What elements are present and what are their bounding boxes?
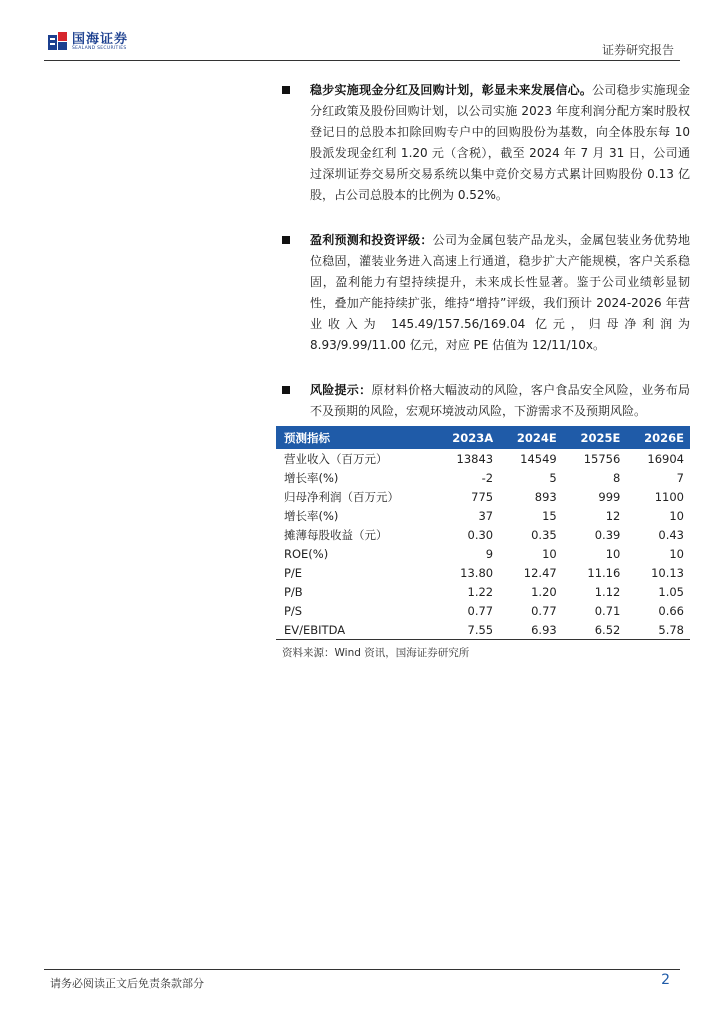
sealand-logo-icon: [48, 32, 68, 52]
table-cell: 6.52: [563, 620, 627, 640]
bullet-dividend-buyback: [282, 80, 690, 206]
table-cell: 0.43: [658, 527, 684, 542]
table-row: [276, 601, 690, 620]
table-cell: 999: [598, 489, 621, 504]
bullet-lead: 稳步实施现金分红及回购计划，彰显未来发展信心。: [310, 83, 593, 97]
table-cell: 12: [605, 508, 621, 523]
table-row-label: EV/EBITDA: [276, 620, 434, 640]
table-row: [276, 525, 690, 544]
table-row-label: P/S: [284, 603, 303, 618]
footer-disclaimer: 请务必阅读正文后免责条款部分: [50, 977, 204, 990]
table-cell: 1.20: [531, 584, 557, 599]
table-cell: 0.71: [594, 603, 621, 618]
footer-divider: [44, 969, 680, 970]
table-cell: 14549: [520, 451, 557, 466]
table-row-label: 归母净利润（百万元）: [284, 489, 399, 504]
table-cell: 775: [471, 489, 494, 504]
table-cell: 0.35: [531, 527, 557, 542]
table-cell: 10: [669, 546, 684, 561]
table-cell: 7.55: [434, 620, 499, 640]
table-cell: 15: [542, 508, 557, 523]
table-cell: 5: [549, 470, 557, 485]
table-cell: 0.30: [467, 527, 494, 542]
table-row-label: 摊薄每股收益（元）: [284, 527, 388, 542]
table-cell: 1.12: [594, 584, 621, 599]
table-cell: 13843: [456, 451, 494, 466]
bullet-body: 公司为金属包装产品龙头，金属包装业务优势地位稳固，灌装业务进入高速上行通道，稳步扩大产能规模，客户关系稳固，盈利能力有望持续提升，未来成长性显著。鉴于公司业绩彰显韧性，叠加产能持续扩张，维持“增持”评级，我们预计 2024-2026 年营业收入为 145.49/157.56/169.04 亿元，归母净利润为 8.93/9.99/11.00 亿元，对应 PE 估值为 12/11/10x。: [310, 233, 690, 352]
table-cell: 16904: [647, 451, 684, 466]
report-type-label: 证券研究报告: [601, 43, 674, 57]
table-cell: 0.66: [658, 603, 684, 618]
table-row: [276, 582, 690, 601]
bullet-square-icon: [282, 386, 290, 394]
bullet-forecast-rating: [282, 230, 690, 356]
table-cell: 37: [478, 508, 494, 523]
table-cell: 0.39: [594, 527, 621, 542]
page-number: 2: [661, 972, 670, 988]
table-cell: 11.16: [587, 565, 621, 580]
table-row-label: 营业收入（百万元）: [284, 451, 388, 466]
table-cell: 12.47: [523, 565, 557, 580]
table-header-cell: 2026E: [644, 430, 684, 445]
table-row-label: 增长率(%): [284, 470, 339, 485]
table-cell: 1.22: [467, 584, 494, 599]
bullet-lead: 风险提示：: [310, 383, 372, 397]
table-row: [276, 487, 690, 506]
table-row-label: P/B: [284, 584, 303, 599]
table-row: [276, 506, 690, 525]
logo-name: 国海证券: [72, 31, 129, 47]
table-row: [276, 620, 690, 640]
table-cell: 0.77: [531, 603, 557, 618]
forecast-table: [276, 426, 690, 640]
table-row-label: P/E: [284, 565, 303, 580]
table-row: [276, 563, 690, 582]
page-header: [0, 0, 724, 62]
table-cell: 15756: [583, 451, 621, 466]
bullet-risk-warning: [282, 380, 690, 422]
table-row: [276, 468, 690, 487]
bullet-body: 公司稳步实施现金分红政策及股份回购计划，以公司实施 2023 年度利润分配方案时股权登记日的总股本扣除回购专户中的回购股份为基数，向全体股东每 10 股派发现金红利 1.20 元（含税），截至 2024 年 7 月 31 日，公司通过深圳证券交易所交易系统以集中竞价交易方式累计回购股份 0.13 亿股，占公司总股本的比例为 0.52%。: [310, 83, 690, 202]
table-cell: 7: [676, 470, 684, 485]
table-cell: 5.78: [626, 620, 690, 640]
table-cell: 1.05: [658, 584, 684, 599]
bullet-square-icon: [282, 236, 290, 244]
table-cell: 6.93: [499, 620, 563, 640]
table-cell: 13.80: [460, 565, 494, 580]
table-cell: 10: [669, 508, 684, 523]
bullet-square-icon: [282, 86, 290, 94]
bullet-lead: 盈利预测和投资评级：: [310, 233, 433, 247]
forecast-table-section: [276, 426, 690, 660]
table-row: [276, 544, 690, 563]
table-cell: 8: [613, 470, 621, 485]
table-cell: 10: [542, 546, 557, 561]
table-cell: 1100: [654, 489, 684, 504]
table-header-row: [276, 426, 690, 449]
table-header-cell: 2025E: [580, 430, 621, 445]
table-cell: 0.77: [467, 603, 494, 618]
table-cell: 10.13: [651, 565, 684, 580]
key-points-section: [282, 80, 690, 446]
table-cell: 10: [605, 546, 621, 561]
header-divider: [44, 60, 680, 61]
table-row-label: 增长率(%): [284, 508, 339, 523]
bullet-body: 原材料价格大幅波动的风险，客户食品安全风险，业务布局不及预期的风险，宏观环境波动风险，下游需求不及预期风险。: [310, 383, 690, 418]
logo-subtitle: SEALAND SECURITIES: [72, 45, 127, 51]
table-row-label: ROE(%): [284, 546, 329, 561]
table-header-cell: 2023A: [452, 430, 494, 445]
table-header-cell: 预测指标: [284, 430, 330, 445]
table-cell: 893: [534, 489, 557, 504]
table-cell: -2: [481, 470, 494, 485]
table-source-note: 资料来源：Wind 资讯，国海证券研究所: [282, 647, 470, 659]
company-logo: [48, 32, 128, 52]
table-header-cell: 2024E: [516, 430, 557, 445]
table-row: [276, 449, 690, 468]
table-cell: 9: [485, 546, 494, 561]
